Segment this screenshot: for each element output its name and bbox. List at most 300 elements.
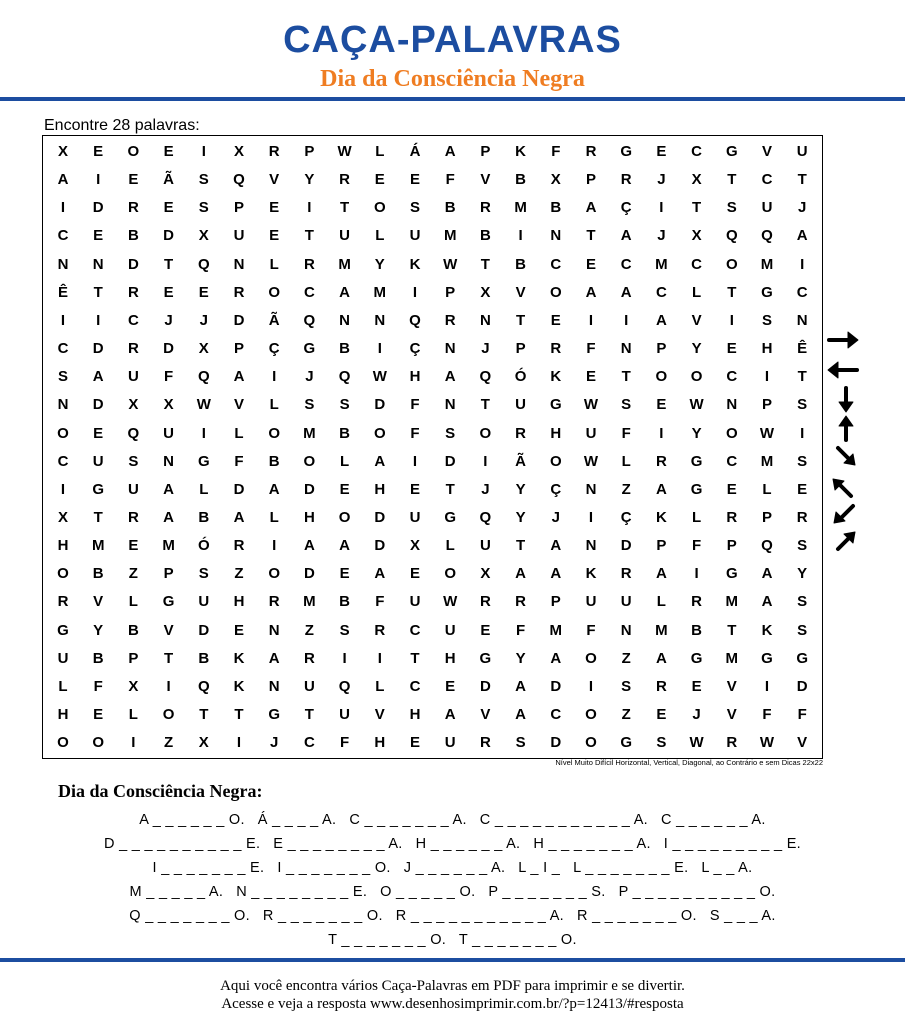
grid-letter: Z — [621, 480, 631, 498]
grid-letter: C — [620, 255, 632, 273]
grid-letter: R — [127, 508, 139, 526]
grid-letter: R — [127, 283, 139, 301]
grid-letter: A — [515, 677, 527, 695]
grid-letter: M — [725, 593, 739, 611]
grid-letter: H — [761, 340, 773, 358]
grid-letter: O — [57, 565, 69, 583]
grid-letter: F — [410, 424, 420, 442]
grid-letter: Z — [234, 565, 244, 583]
grid-letter: B — [127, 227, 139, 245]
footer-line-2: Acesse e veja a resposta www.desenhosimprimir.com.br/?p=12413/#resposta — [221, 996, 684, 1012]
grid-letter: I — [729, 311, 734, 329]
grid-letter: N — [57, 255, 69, 273]
grid-letter: A — [655, 649, 667, 667]
grid-letter: D — [163, 227, 175, 245]
grid-letter: T — [797, 368, 807, 386]
grid-letter: U — [796, 143, 808, 160]
grid-letter: R — [515, 424, 527, 442]
grid-letter: X — [163, 396, 174, 414]
grid-letter: M — [514, 199, 527, 217]
grid-letter: V — [374, 706, 385, 723]
grid-letter: J — [481, 480, 490, 498]
grid-letter: D — [620, 537, 632, 555]
grid-letter: W — [196, 396, 211, 414]
grid-letter: Q — [725, 227, 738, 245]
grid-letter: D — [550, 677, 562, 695]
grid-letter: Q — [233, 171, 245, 189]
grid-letter: Ç — [620, 508, 632, 526]
grid-letter: B — [339, 340, 351, 358]
grid-letter: A — [655, 480, 667, 498]
grid-letter: E — [339, 565, 350, 583]
grid-letter: I — [377, 340, 382, 358]
grid-letter: Q — [197, 677, 210, 695]
grid-letter: L — [269, 508, 279, 526]
grid-letter: K — [655, 508, 667, 526]
grid-letter: W — [759, 734, 775, 752]
grid-letter: U — [409, 227, 421, 245]
grid-letter: T — [692, 199, 702, 217]
page-subtitle: Dia da Consciência Negra — [320, 66, 585, 92]
grid-letter: U — [479, 537, 491, 555]
grid-letter: R — [796, 508, 808, 526]
grid-letter: G — [620, 734, 633, 752]
grid-letter: G — [725, 565, 738, 583]
grid-letter: B — [550, 199, 562, 217]
bottom-divider — [0, 958, 905, 962]
grid-letter: R — [479, 734, 491, 752]
grid-letter: P — [656, 537, 667, 555]
grid-letter: Ç — [550, 480, 562, 498]
grid-letter: C — [57, 227, 69, 245]
grid-letter: U — [585, 424, 597, 442]
down-arrow-icon — [839, 388, 853, 412]
grid-letter: H — [233, 593, 245, 611]
grid-letter: I — [764, 677, 770, 695]
grid-letter: H — [303, 508, 315, 526]
grid-letter: L — [375, 677, 385, 695]
grid-letter: Z — [164, 734, 174, 752]
grid-letter: T — [516, 537, 526, 555]
grid-letter: C — [691, 255, 703, 273]
grid-letter: R — [655, 452, 667, 470]
grid-letter: E — [656, 143, 667, 160]
grid-letter: E — [797, 480, 808, 498]
grid-letter: F — [621, 424, 631, 442]
grid-letter: E — [93, 424, 104, 442]
grid-letter: X — [480, 283, 491, 301]
grid-letter: G — [690, 649, 703, 667]
grid-letter: W — [443, 593, 458, 611]
grid-letter: Q — [479, 368, 492, 386]
grid-letter: R — [127, 340, 139, 358]
grid-letter: N — [479, 311, 491, 329]
grid-letter: I — [60, 199, 66, 217]
grid-letter: U — [92, 452, 104, 470]
up-left-arrow-icon — [833, 479, 851, 496]
grid-letter: S — [656, 734, 667, 752]
grid-letter: R — [726, 508, 738, 526]
grid-letter: R — [303, 649, 315, 667]
grid-letter: E — [163, 143, 174, 160]
grid-letter: C — [761, 171, 773, 189]
grid-letter: V — [726, 677, 737, 695]
grid-letter: A — [655, 311, 667, 329]
grid-letter: S — [761, 311, 772, 329]
grid-letter: H — [374, 734, 386, 752]
grid-letter: P — [761, 508, 772, 526]
grid-letter: L — [340, 452, 350, 470]
grid-letter: W — [583, 396, 599, 414]
grid-letter: T — [340, 199, 350, 217]
grid-letter: I — [166, 677, 171, 695]
grid-letter: U — [303, 677, 315, 695]
grid-letter: N — [444, 340, 456, 358]
grid-letter: H — [57, 537, 69, 555]
grid-letter: I — [588, 311, 594, 329]
grid-letter: L — [762, 480, 772, 498]
grid-letter: C — [409, 621, 421, 639]
grid-letter: Ã — [515, 452, 527, 470]
grid-letter: D — [92, 396, 104, 414]
grid-letter: V — [515, 283, 526, 301]
grid-letter: O — [585, 706, 597, 723]
grid-letter: K — [550, 368, 562, 386]
grid-letter: M — [655, 255, 668, 273]
grid-letter: X — [57, 143, 68, 160]
grid-letter: T — [164, 255, 174, 273]
grid-letter: E — [585, 368, 596, 386]
grid-letter: Y — [691, 340, 702, 358]
grid-letter: D — [92, 199, 104, 217]
grid-letter: C — [726, 368, 738, 386]
grid-letter: Q — [761, 227, 773, 245]
grid-letter: Ç — [268, 340, 280, 358]
grid-letter: N — [92, 255, 104, 273]
grid-letter: Q — [127, 424, 140, 442]
grid-letter: T — [445, 480, 455, 498]
grid-letter: S — [339, 621, 350, 639]
grid-letter: L — [128, 593, 138, 611]
grid-letter: Y — [374, 255, 385, 273]
grid-letter: E — [374, 171, 385, 189]
grid-letter: T — [199, 706, 209, 723]
grid-letter: G — [796, 649, 809, 667]
grid-letter: C — [796, 283, 808, 301]
grid-letter: N — [796, 311, 808, 329]
grid-letter: K — [233, 677, 245, 695]
grid-letter: Z — [128, 565, 138, 583]
grid-letter: S — [797, 396, 808, 414]
grid-letter: A — [374, 565, 386, 583]
grid-letter: P — [163, 565, 174, 583]
grid-letter: J — [305, 368, 314, 386]
grid-letter: F — [410, 396, 420, 414]
grid-letter: D — [163, 340, 175, 358]
grid-letter: V — [726, 706, 737, 723]
grid-letter: E — [269, 227, 280, 245]
grid-letter: R — [339, 171, 351, 189]
grid-letter: E — [409, 480, 420, 498]
grid-letter: O — [690, 368, 703, 386]
grid-letter: O — [373, 199, 386, 217]
grid-letter: R — [550, 340, 562, 358]
grid-letter: O — [655, 368, 668, 386]
grid-letter: P — [656, 340, 667, 358]
grid-letter: Ã — [268, 311, 280, 329]
grid-letter: R — [127, 199, 139, 217]
grid-letter: U — [515, 396, 527, 414]
grid-letter: W — [689, 396, 704, 414]
grid-letter: W — [583, 452, 599, 470]
grid-letter: P — [128, 649, 139, 667]
grid-letter: S — [304, 396, 315, 414]
grid-letter: G — [268, 706, 281, 723]
grid-letter: E — [409, 734, 420, 752]
grid-letter: G — [761, 283, 773, 301]
grid-letter: E — [656, 396, 667, 414]
grid-letter: E — [691, 677, 702, 695]
grid-letter: P — [515, 340, 526, 358]
grid-letter: U — [585, 593, 597, 611]
grid-letter: P — [726, 537, 737, 555]
grid-letter: C — [550, 255, 562, 273]
grid-letter: D — [479, 677, 491, 695]
grid-letter: U — [339, 227, 351, 245]
grid-letter: D — [550, 734, 562, 752]
grid-letter: D — [374, 537, 386, 555]
grid-letter: S — [797, 621, 808, 639]
top-divider — [0, 97, 905, 101]
grid-letter: O — [725, 255, 738, 273]
grid-letter: Ç — [620, 199, 632, 217]
grid-letter: D — [233, 311, 245, 329]
grid-letter: C — [691, 143, 703, 160]
grid-letter: A — [163, 508, 175, 526]
grid-letter: E — [550, 311, 561, 329]
grid-letter: M — [338, 255, 351, 273]
grid-letter: C — [57, 340, 69, 358]
grid-letter: V — [93, 593, 104, 611]
grid-letter: M — [725, 649, 739, 667]
grid-letter: N — [585, 480, 597, 498]
grid-letter: F — [340, 734, 350, 752]
grid-letter: Q — [338, 677, 351, 695]
grid-letter: R — [233, 283, 245, 301]
grid-letter: G — [57, 621, 69, 639]
grid-letter: A — [163, 480, 175, 498]
grid-letter: U — [127, 480, 139, 498]
grid-letter: K — [233, 649, 245, 667]
clue-line: T _ _ _ _ _ _ _ O. T _ _ _ _ _ _ _ O. — [328, 932, 577, 948]
grid-letter: U — [444, 621, 456, 639]
grid-letter: I — [272, 537, 277, 555]
grid-letter: Q — [409, 311, 421, 329]
grid-letter: J — [692, 706, 701, 723]
grid-letter: T — [621, 368, 631, 386]
grid-letter: I — [412, 283, 418, 301]
grid-letter: B — [339, 424, 351, 442]
grid-letter: E — [480, 621, 491, 639]
grid-letter: G — [690, 452, 703, 470]
grid-letter: S — [797, 537, 808, 555]
grid-letter: P — [585, 171, 596, 189]
grid-letter: I — [272, 368, 277, 386]
grid-letter: R — [303, 255, 315, 273]
find-words-label: Encontre 28 palavras: — [44, 117, 200, 134]
grid-letter: G — [92, 480, 105, 498]
grid-letter: T — [727, 171, 737, 189]
grid-letter: A — [303, 537, 315, 555]
up-arrow-icon — [839, 416, 853, 440]
grid-letter: F — [445, 171, 455, 189]
grid-letter: S — [57, 368, 68, 386]
grid-letter: E — [445, 677, 456, 695]
grid-letter: R — [620, 171, 632, 189]
grid-letter: O — [57, 424, 69, 442]
grid-letter: L — [445, 537, 455, 555]
grid-letter: S — [198, 565, 209, 583]
grid-letter: D — [233, 480, 245, 498]
grid-letter: I — [60, 311, 66, 329]
grid-letter: Y — [93, 621, 104, 639]
grid-letter: R — [726, 734, 738, 752]
grid-letter: A — [444, 368, 456, 386]
grid-letter: U — [620, 593, 632, 611]
footer-line-1: Aqui você encontra vários Caça-Palavras em PDF para imprimir e se divertir. — [220, 978, 685, 994]
grid-letter: C — [303, 283, 315, 301]
grid-letter: Q — [303, 311, 316, 329]
grid-letter: N — [550, 227, 562, 245]
grid-letter: U — [233, 227, 245, 245]
grid-letter: O — [303, 452, 316, 470]
grid-letter: F — [586, 621, 596, 639]
grid-letter: F — [375, 593, 385, 611]
grid-letter: E — [93, 227, 104, 245]
grid-letter: E — [128, 171, 139, 189]
grid-letter: B — [92, 565, 104, 583]
grid-letter: A — [92, 368, 104, 386]
grid-letter: I — [307, 199, 312, 217]
grid-letter: D — [92, 340, 104, 358]
grid-letter: Y — [515, 508, 526, 526]
grid-letter: H — [444, 649, 456, 667]
clue-line: A _ _ _ _ _ _ O. Á _ _ _ _ A. C _ _ _ _ _ _ _ A. C _ _ _ _ _ _ _ _ _ _ _ A. C _ _ _ _ _ _ A. — [139, 812, 766, 828]
grid-letter: O — [268, 283, 281, 301]
grid-letter: F — [164, 368, 174, 386]
grid-letter: E — [163, 199, 174, 217]
grid-letter: T — [234, 706, 244, 723]
grid-letter: D — [374, 508, 386, 526]
grid-letter: L — [269, 255, 279, 273]
grid-letter: O — [57, 734, 69, 752]
grid-letter: Y — [304, 171, 315, 189]
grid-letter: S — [445, 424, 456, 442]
grid-letter: I — [764, 368, 770, 386]
grid-letter: N — [233, 255, 245, 273]
grid-letter: K — [515, 143, 527, 160]
grid-letter: O — [479, 424, 492, 442]
grid-letter: E — [409, 171, 420, 189]
grid-letter: U — [57, 649, 69, 667]
grid-letter: P — [761, 396, 772, 414]
grid-letter: G — [479, 649, 492, 667]
grid-letter: G — [162, 593, 175, 611]
grid-letter: I — [377, 649, 382, 667]
grid-letter: D — [303, 565, 315, 583]
grid-letter: Ê — [57, 283, 68, 301]
grid-letter: Q — [197, 255, 210, 273]
word-search-grid — [42, 135, 823, 759]
grid-letter: U — [444, 734, 456, 752]
grid-letter: B — [198, 508, 210, 526]
grid-letter: M — [303, 593, 316, 611]
grid-letter: N — [163, 452, 175, 470]
grid-letter: R — [233, 537, 245, 555]
grid-letter: L — [656, 593, 666, 611]
grid-letter: I — [236, 734, 242, 752]
grid-letter: N — [620, 621, 632, 639]
grid-letter: I — [342, 649, 347, 667]
grid-letter: O — [338, 508, 351, 526]
grid-letter: G — [303, 340, 316, 358]
grid-letter: E — [163, 283, 174, 301]
clue-line: M _ _ _ _ _ A. N _ _ _ _ _ _ _ _ E. O _ _ _ _ _ O. P _ _ _ _ _ _ _ S. P _ _ _ _ _ _ _ _ _ _ O. — [129, 884, 776, 900]
grid-letter: M — [549, 621, 563, 639]
down-right-arrow-icon — [838, 448, 855, 465]
grid-letter: G — [620, 143, 633, 160]
grid-letter: E — [198, 283, 209, 301]
grid-letter: R — [57, 593, 69, 611]
grid-letter: G — [549, 396, 562, 414]
grid-letter: V — [480, 706, 491, 723]
grid-letter: O — [725, 424, 738, 442]
grid-letter: T — [304, 706, 314, 723]
grid-letter: L — [375, 227, 385, 245]
grid-letter: R — [620, 565, 632, 583]
grid-letter: Ç — [409, 340, 421, 358]
grid-letter: L — [128, 706, 138, 723]
grid-letter: S — [797, 452, 808, 470]
grid-letter: A — [761, 565, 773, 583]
grid-letter: G — [690, 480, 703, 498]
grid-letter: H — [409, 706, 421, 723]
grid-letter: G — [197, 452, 210, 470]
grid-letter: E — [93, 706, 104, 723]
grid-letter: E — [269, 199, 280, 217]
grid-letter: Y — [797, 565, 808, 583]
grid-letter: M — [91, 537, 105, 555]
clue-line: I _ _ _ _ _ _ _ E. I _ _ _ _ _ _ _ O. J _ _ _ _ _ _ A. L _ I _ L _ _ _ _ _ _ _ E. L _ _ A. — [152, 860, 753, 876]
grid-letter: F — [93, 677, 103, 695]
grid-letter: Q — [761, 537, 773, 555]
grid-letter: V — [480, 171, 491, 189]
grid-letter: O — [92, 734, 105, 752]
grid-letter: H — [409, 368, 421, 386]
grid-letter: I — [800, 255, 805, 273]
grid-letter: U — [339, 706, 351, 723]
grid-letter: K — [761, 621, 773, 639]
grid-letter: R — [268, 143, 280, 160]
grid-letter: X — [233, 143, 244, 160]
grid-letter: C — [550, 706, 562, 723]
grid-letter: A — [655, 565, 667, 583]
grid-letter: A — [444, 706, 456, 723]
grid-letter: Ó — [197, 537, 210, 555]
grid-letter: A — [550, 649, 562, 667]
grid-letter: M — [760, 452, 774, 470]
grid-letter: X — [198, 227, 209, 245]
